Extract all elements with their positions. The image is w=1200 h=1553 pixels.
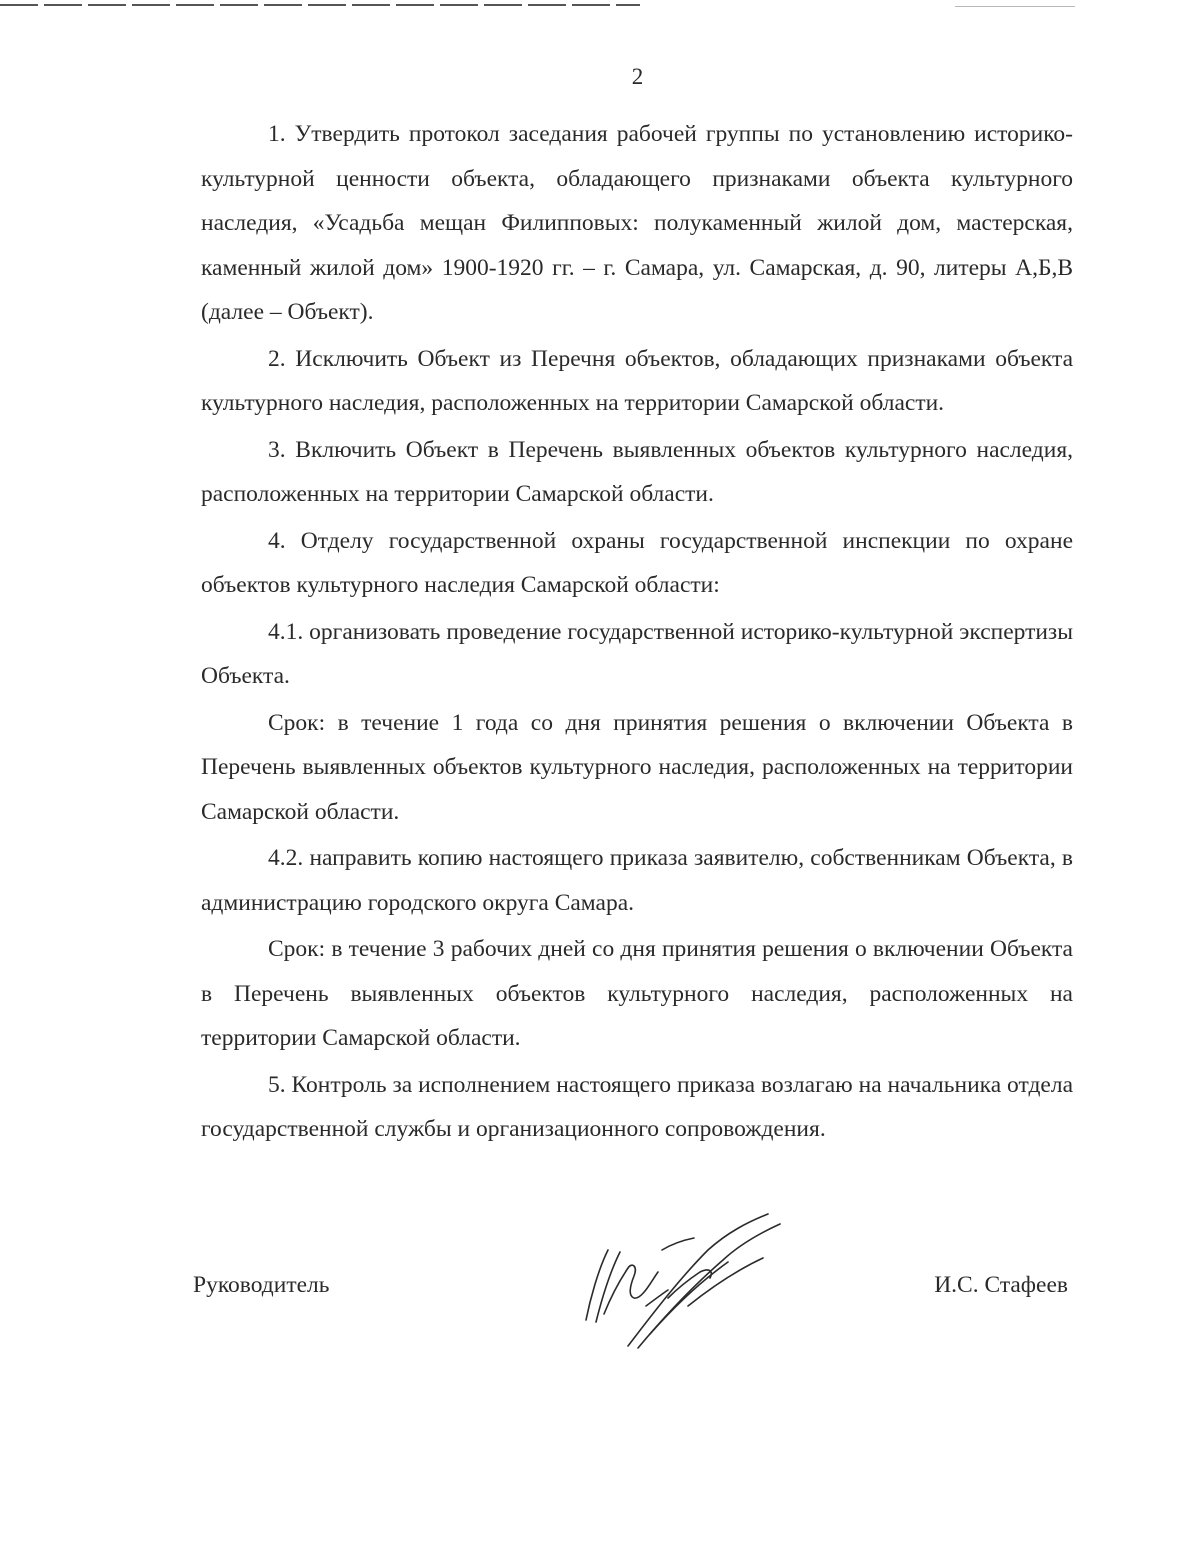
paragraph-4: 4. Отделу государственной охраны государственной инспекции по охране объектов культурного наследия Самарской области:	[201, 527, 1073, 598]
paragraph-1: 1. Утвердить протокол заседания рабочей группы по установлению историко-культурной ценности объекта, обладающего признаками объекта культурного наследия, «Усадьба мещан Филипповых: полукаменный жилой дом, мастерская, каменный жилой дом» 1900-1920 гг. – г. Самара, ул. Самарская, д. 90, литеры А,Б,В (далее – Объект).	[201, 121, 1073, 325]
paragraph-2: 2. Исключить Объект из Перечня объектов, обладающих признаками объекта культурного наследия, расположенных на территории Самарской области.	[201, 345, 1073, 416]
signer-name: И.С. Стафеев	[934, 1272, 1068, 1298]
paragraph-deadline-2: Срок: в течение 3 рабочих дней со дня принятия решения о включении Объекта в Перечень выявленных объектов культурного наследия, расположенных на территории Самарской области.	[201, 936, 1073, 1051]
paragraph-deadline-1: Срок: в течение 1 года со дня принятия решения о включении Объекта в Перечень выявленных объектов культурного наследия, расположенных на территории Самарской области.	[201, 709, 1073, 825]
document-body	[201, 112, 1073, 1153]
scan-corner-mark	[955, 0, 1075, 7]
signer-title: Руководитель	[193, 1272, 330, 1298]
paragraph-3: 3. Включить Объект в Перечень выявленных объектов культурного наследия, расположенных на территории Самарской области.	[201, 436, 1073, 507]
signature-block	[193, 1268, 1073, 1378]
paragraph-4-2: 4.2. направить копию настоящего приказа заявителю, собственникам Объекта, в администрацию городского округа Самара.	[201, 845, 1073, 916]
scan-top-rule	[0, 4, 640, 6]
page-number: 2	[631, 64, 644, 89]
handwritten-signature	[568, 1210, 788, 1350]
paragraph-5: 5. Контроль за исполнением настоящего приказа возлагаю на начальника отдела государственной службы и организационного сопровождения.	[201, 1071, 1073, 1142]
paragraph-4-1: 4.1. организовать проведение государственной историко-культурной экспертизы Объекта.	[201, 618, 1073, 689]
